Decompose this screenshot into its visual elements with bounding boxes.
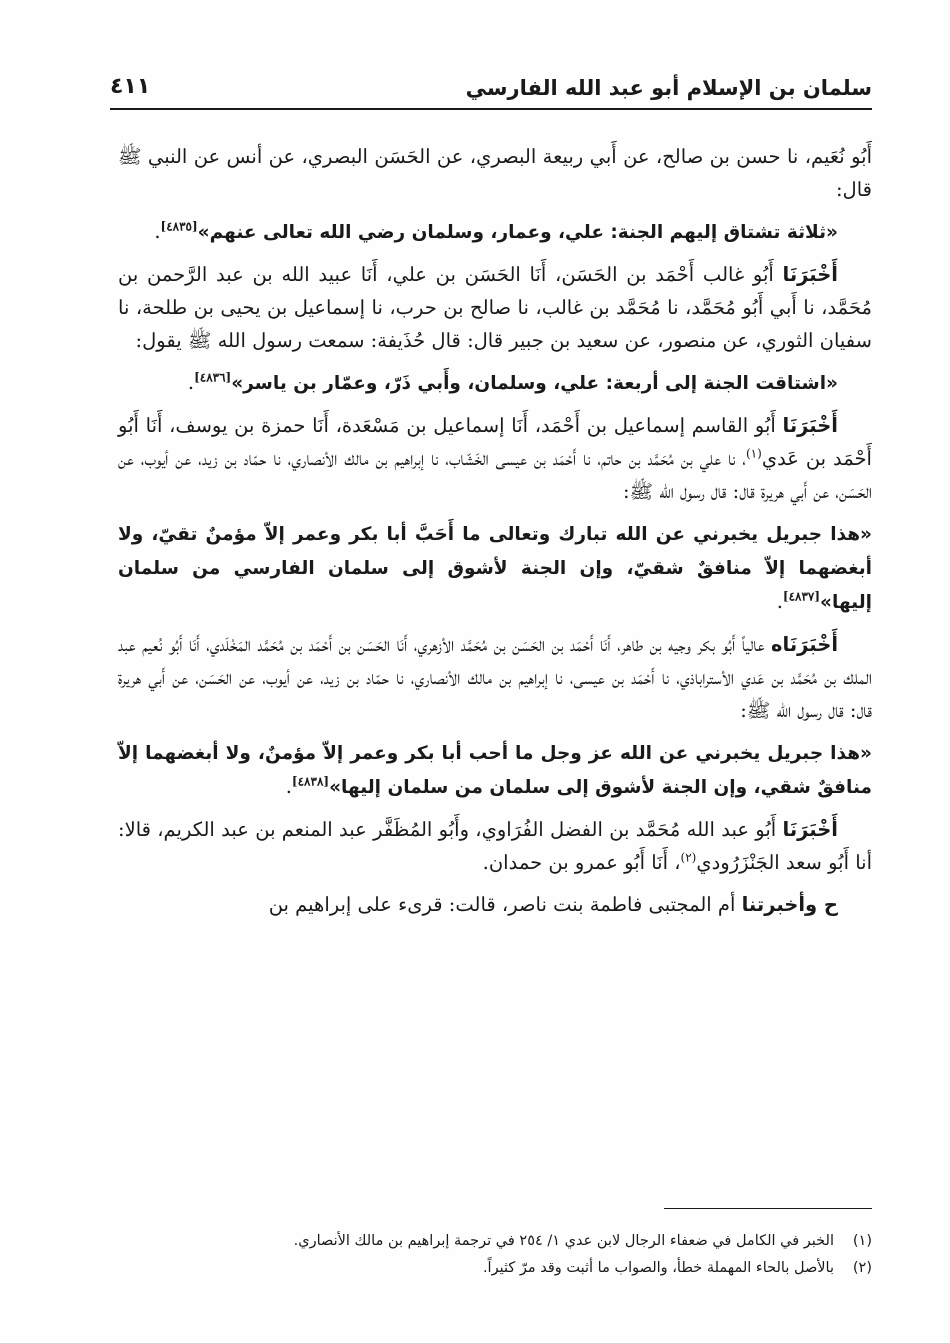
paragraph-hadith-4837: «هذا جبريل يخبرني عن الله تبارك وتعالى ما أَحَبَّ أبا بكر وعمر إلاّ مؤمنٌ تقيّ، ولا أبغضهما إلاّ منافقٌ شقيّ، وإن الجنة لأشوق إلى سلمان الفارسي من سلمان إليها»[٤٨٣٧].: [118, 524, 872, 613]
paragraph-isnad-6: [118, 888, 872, 921]
footnote-2: [118, 1255, 872, 1282]
hadith-number: [٤٨٣٥]: [160, 219, 198, 234]
footnote-number: (٢): [852, 1260, 872, 1276]
paragraph-text: عالياً أَبُو بكر وجيه بن طاهر، أَنَا أَحْمَد بن الحَسَن بن مُحَمَّد الأزهري، أَنَا الحَسَن بن أَحْمَد بن مُحَمَّد المَخْلَدي، أَنَا أَبُو نُعيم عبد الملك بن مُحَمَّد بن عَدي الأستراباذي، نا أَحْمَد بن عيسى، نا إبراهيم بن مالك الأنصاري، نا حمّاد بن زيد، عن أيوب، عن الحَسَن، عن أَبي هريرة قال: قال رسول الله ﷺ:: [118, 633, 872, 722]
paragraph-text-continued: ، أَنَا أَبُو عمرو بن حمدان.: [482, 851, 681, 874]
paragraph-isnad-3: [118, 409, 872, 508]
paragraph-lead: أَخْبَرَنَا: [782, 414, 838, 437]
paragraph-text: أَبُو نُعَيم، نا حسن بن صالح، عن أَبي ربيعة البصري، عن الحَسَن البصري، عن أنس عن النبي ﷺ قال:: [118, 145, 872, 201]
hadith-text: «هذا جبريل يخبرني عن الله عز وجل ما أحب أبا بكر وعمر إلاّ مؤمنٌ، ولا أبغضهما إلاّ منافقٌ شقي، وإن الجنة لأشوق إلى سلمان من سلمان إليها»: [118, 743, 872, 798]
paragraph-lead: أَخْبَرَنَاه: [771, 633, 838, 656]
footnote-number: (١): [852, 1233, 872, 1249]
hadith-number: [٤٨٣٦]: [194, 370, 232, 385]
paragraph-hadith-4838: «هذا جبريل يخبرني عن الله عز وجل ما أحب أبا بكر وعمر إلاّ مؤمنٌ، ولا أبغضهما إلاّ منافقٌ شقي، وإن الجنة لأشوق إلى سلمان من سلمان إليها»[٤٨٣٨].: [118, 743, 872, 798]
paragraph-text-continued: ، نا علي بن مُحَمَّد بن حاتم، نا أَحْمَد بن عيسى الخَشّاب، نا إبراهيم بن مالك الأنصاري، نا حمّاد بن زيد، عن أيوب، عن الحَسَن، عن أَبي هريرة قال: قال رسول الله ﷺ:: [118, 447, 872, 503]
footnote-1: [118, 1228, 872, 1255]
paragraph-isnad-1: [118, 140, 872, 206]
paragraph-lead: أَخْبَرَنَا: [782, 818, 838, 841]
paragraph-isnad-4: [118, 628, 872, 727]
footnote-rule: [664, 1208, 872, 1209]
main-text: [118, 140, 872, 930]
paragraph-text: أَبُو غالب أَحْمَد بن الحَسَن، أَنَا الحَسَن بن علي، أَنَا عبيد الله بن عبد الرَّحمن بن مُحَمَّد، نا أَبي أَبُو مُحَمَّد، نا مُحَمَّد بن غالب، نا صالح بن حرب، نا إسماعيل بن يحيى بن طلحة، نا سفيان الثوري، عن منصور، عن سعيد بن جبير قال: قال حُذَيفة: سمعت رسول الله ﷺ يقول:: [118, 263, 872, 352]
paragraph-hadith-4835: «ثلاثة تشتاق إليهم الجنة: علي، وعمار، وسلمان رضي الله تعالى عنهم»[٤٨٣٥].: [154, 219, 838, 243]
page-number: ٤١١: [110, 74, 151, 99]
hadith-number: [٤٨٣٧]: [782, 589, 821, 604]
paragraph-text: أَبُو عبد الله مُحَمَّد بن الفضل الفُرَاوي، وأَبُو المُظَفَّر عبد المنعم بن عبد الكريم، قالا: أنا أَبُو سعد الجَنْزَرُودي: [118, 818, 872, 874]
paragraph-isnad-2: [118, 258, 872, 357]
paragraph-text: أم المجتبى فاطمة بنت ناصر، قالت: قرىء على إبراهيم بن: [268, 893, 742, 916]
paragraph-hadith-4836: «اشتاقت الجنة إلى أربعة: علي، وسلمان، وأَبي ذَرّ، وعمّار بن ياسر»[٤٨٣٦].: [187, 370, 838, 394]
footnote-text: الخبر في الكامل في ضعفاء الرجال لابن عدي ١/ ٢٥٤ في ترجمة إبراهيم بن مالك الأنصاري.: [293, 1233, 834, 1249]
paragraph-lead: ح وأخبرتنا: [741, 893, 838, 916]
paragraph-text: أَبُو القاسم إسماعيل بن أَحْمَد، أَنَا إسماعيل بن مَسْعَدة، أَنَا حمزة بن يوسف، أَنَا أَبُو أَحْمَد بن عَدي: [118, 414, 872, 470]
page-header: [110, 62, 872, 110]
hadith-number: [٤٨٣٨]: [291, 774, 330, 789]
running-title: سلمان بن الإسلام أبو عبد الله الفارسي: [465, 76, 872, 100]
paragraph-isnad-5: [118, 813, 872, 879]
paragraph-lead: أَخْبَرَنَا: [782, 263, 838, 286]
footnotes: [118, 1228, 872, 1282]
hadith-text: «هذا جبريل يخبرني عن الله تبارك وتعالى ما أَحَبَّ أبا بكر وعمر إلاّ مؤمنٌ تقيّ، ولا أبغضهما إلاّ منافقٌ شقيّ، وإن الجنة لأشوق إلى سلمان الفارسي من سلمان إليها»: [118, 524, 872, 613]
footnote-text: بالأصل بالحاء المهملة خطأ، والصواب ما أثبت وقد مرّ كثيراً.: [482, 1260, 834, 1276]
header-rule: [110, 108, 872, 110]
hadith-text: «ثلاثة تشتاق إليهم الجنة: علي، وعمار، وسلمان رضي الله تعالى عنهم»: [197, 222, 838, 243]
footnote-ref-2[interactable]: (٢): [680, 850, 697, 865]
hadith-text: «اشتاقت الجنة إلى أربعة: علي، وسلمان، وأَبي ذَرّ، وعمّار بن ياسر»: [231, 373, 838, 394]
footnote-ref-1[interactable]: (١): [745, 446, 762, 461]
